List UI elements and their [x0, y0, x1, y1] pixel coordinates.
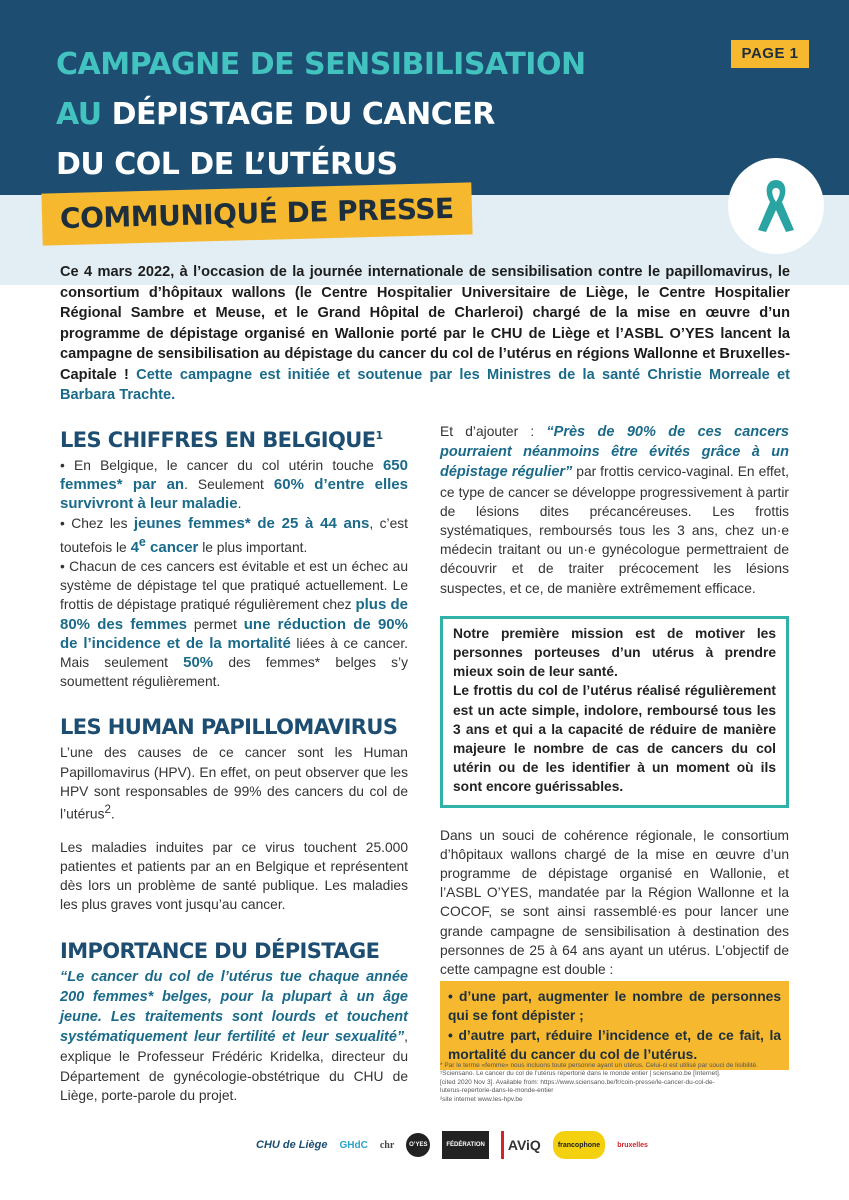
quote: “Près de 90% de ces cancers pourraient néanmoins être évités grâce à un dépistage régulier”: [440, 424, 790, 481]
heading-chiffres-text: LES CHIFFRES EN BELGIQUE: [60, 428, 376, 452]
title-line-2: [56, 90, 586, 140]
federation-logo: FÉDÉRATION: [442, 1131, 489, 1159]
chiffres-bullet-3: [60, 557, 408, 691]
text: .: [237, 496, 242, 512]
emphasis: jeunes femmes* de 25 à 44 ans: [133, 514, 370, 532]
title-line-1: CAMPAGNE DE SENSIBILISATION: [56, 47, 586, 82]
footnote-ref: 2: [104, 804, 111, 817]
emphasis: une réduction de 90% de l’incidence et de la mortalité: [60, 615, 408, 652]
oyes-logo: O’YES: [406, 1133, 430, 1157]
heading-importance: IMPORTANCE DU DÉPISTAGE: [60, 938, 380, 963]
page-badge: PAGE 1: [731, 40, 809, 68]
heading-chiffres: [60, 422, 408, 454]
title-line-3: DU COL DE L’UTÉRUS: [56, 147, 398, 182]
text: permet: [187, 616, 244, 632]
footnote-5: ²site internet www.les-hpv.be: [440, 1095, 523, 1103]
ribbon-badge: [728, 158, 824, 254]
bruxelles-logo: bruxelles: [617, 1141, 648, 1149]
spacer: [60, 824, 408, 838]
partner-logos: [256, 1128, 648, 1162]
page-title: [56, 40, 586, 190]
emphasis: 50%: [183, 654, 214, 672]
intro-text: Ce 4 mars 2022, à l’occasion de la journée internationale de sensibilisation contre le papillomavirus, le consortium d’hôpitaux wallons (le Centre Hospitalier Universitaire de Liège, le Centre Hospitalier Régional Sambre et Meuse, et le Grand Hôpital de Charleroi) chargé de la mise en œuvre d’un programme de dépistage organisé en Wallonie porté par le CHU de Liège et l’ASBL O’YES lancent la campagne de sensibilisation au dépistage du cancer du col de l’utérus en régions Wallonne et Bruxelles-Capitale !: [60, 264, 790, 383]
press-release-label: COMMUNIQUÉ DE PRESSE: [41, 182, 472, 245]
importance-paragraph: [60, 967, 408, 1105]
awareness-ribbon-icon: [728, 158, 824, 254]
text: . Seulement: [184, 477, 274, 493]
aviq-logo: AViQ: [501, 1131, 541, 1159]
text: par frottis cervico-vaginal. En effet, ce type de cancer se développe progressivement à partir de lésions dites précancéreuses. Les frottis systématiques, remboursés tous les 3 ans, chez un·e médecin traitant ou un·e gynécologue permettraient de découvrir et de traiter précocement les lésions suspectes, et ce, de manière extrêmement efficace.: [440, 464, 789, 596]
right-column: [440, 422, 789, 1070]
heading-chiffres-footnote: 1: [375, 429, 383, 442]
heading-hpv: LES HUMAN PAPILLOMAVIRUS: [60, 715, 398, 740]
text: le plus important.: [198, 539, 308, 555]
emphasis: plus de 80% des femmes: [60, 596, 408, 633]
chiffres-bullet-1: [60, 456, 408, 514]
text: L’une des causes de ce cancer sont les Human Papillomavirus (HPV). En effet, on peut observer que les HPV sont responsables de 99% des cancers du col de l’utérus: [60, 745, 408, 822]
spacer: [60, 915, 408, 937]
text: Et d’ajouter :: [440, 424, 547, 439]
mission-line-1: Notre première mission est de motiver les personnes porteuses d’un utérus à prendre mieux soin de leur santé.: [453, 625, 776, 680]
text: .: [110, 806, 115, 822]
objective-1: • d’une part, augmenter le nombre de personnes qui se font dépister ;: [448, 989, 781, 1024]
quote: “Le cancer du col de l’utérus tue chaque année 200 femmes* belges, pour la plupart à un âge jeune. Les traitements sont lourds et touchent systématiquement leur fertilité et leur sexualité”: [60, 968, 408, 1046]
footnote-1: * Par le terme «femme» nous incluons toute personne ayant un utérus. Celui-ci est utilisé par souci de lisibilité.: [440, 1062, 758, 1069]
chiffres-bullet-2: [60, 514, 408, 557]
left-column: [60, 422, 408, 1105]
emphasis: [130, 534, 199, 556]
text: • Chez les: [60, 515, 134, 531]
emphasis: 60% d’entre elles survivront à leur maladie: [60, 476, 408, 513]
rank-sup: e: [138, 534, 146, 549]
rank-word: cancer: [145, 538, 199, 556]
footnote-4: luterus-repertorie-dans-le-monde-entier: [440, 1087, 554, 1095]
footnote-3: [cited 2020 Nov 3]. Available from: https://www.sciensano.be/fr/coin-presse/le-cancer-du-col-de-: [440, 1078, 715, 1086]
hpv-paragraph-2: Les maladies induites par ce virus touchent 25.000 patientes et patients par an en Belgique et représentent dès lors un problème de santé publique. Les maladies les plus graves vont jusqu’au cancer.: [60, 839, 408, 913]
text: , c’est toutefois le: [60, 515, 408, 555]
francophone-logo: francophone: [553, 1131, 605, 1159]
ghdc-logo: GHdC: [339, 1139, 368, 1151]
objective-2: • d’autre part, réduire l’incidence et, de ce fait, la mortalité du cancer du col de l’utérus.: [448, 1027, 781, 1062]
intro-highlight: Cette campagne est initiée et soutenue par les Ministres de la santé Christie Morreale et Barbara Trachte.: [60, 366, 791, 403]
text: • En Belgique, le cancer du col utérin touche: [60, 458, 383, 473]
chu-liege-logo: CHU de Liège: [256, 1139, 328, 1151]
attribution: , explique le Professeur Frédéric Kridelka, directeur du Département de gynécologie-obstétrique du CHU de Liège, porte-parole du projet.: [60, 1029, 408, 1103]
title-accent: AU: [56, 97, 102, 132]
text: liées à ce cancer. Mais seulement: [60, 635, 409, 671]
spacer: [60, 691, 408, 713]
footnote-2: ¹Sciensano. Le cancer du col de l’utérus répertorié dans le monde entier | sciensano.be [Internet].: [440, 1070, 721, 1078]
hpv-paragraph-1: [60, 743, 408, 823]
text: • Chacun de ces cancers est évitable et est un échec au système de dépistage tel que pratiqué actuellement. Le frottis de dépistage pratiqué régulièrement chez: [60, 559, 408, 613]
emphasis: 650 femmes* par an: [60, 457, 408, 494]
intro-paragraph: [60, 262, 790, 406]
footnotes: [440, 1062, 789, 1104]
chr-logo: chr: [379, 1139, 395, 1151]
mission-line-2: Le frottis du col de l’utérus réalisé régulièrement est un acte simple, indolore, remboursé tous les 3 ans et qui a la capacité de réduire de manière majeure le nombre de cas de cancers du col utérin ou de les identifier à un moment où ils sont encore guérissables.: [453, 683, 776, 795]
title-line-2-rest: DÉPISTAGE DU CANCER: [111, 97, 495, 132]
rank: 4: [130, 538, 139, 556]
right-paragraph-1: [440, 422, 789, 598]
objectives-box: [440, 981, 789, 1070]
text: des femmes* belges s’y soumettent régulièrement.: [60, 655, 409, 690]
right-paragraph-2: Dans un souci de cohérence régionale, le consortium d’hôpitaux wallons chargé de la mise en œuvre d’un programme de dépistage organisé en Wallonie, et l’ASBL O’YES, mandatée par la Région Wallonne et la COCOF, se sont ainsi rassemblé·es pour lancer une grande campagne de sensibilisation à destination des personnes de 25 à 64 ans ayant un utérus. L’objectif de cette campagne est double :: [440, 827, 789, 978]
mission-box: [440, 616, 789, 808]
